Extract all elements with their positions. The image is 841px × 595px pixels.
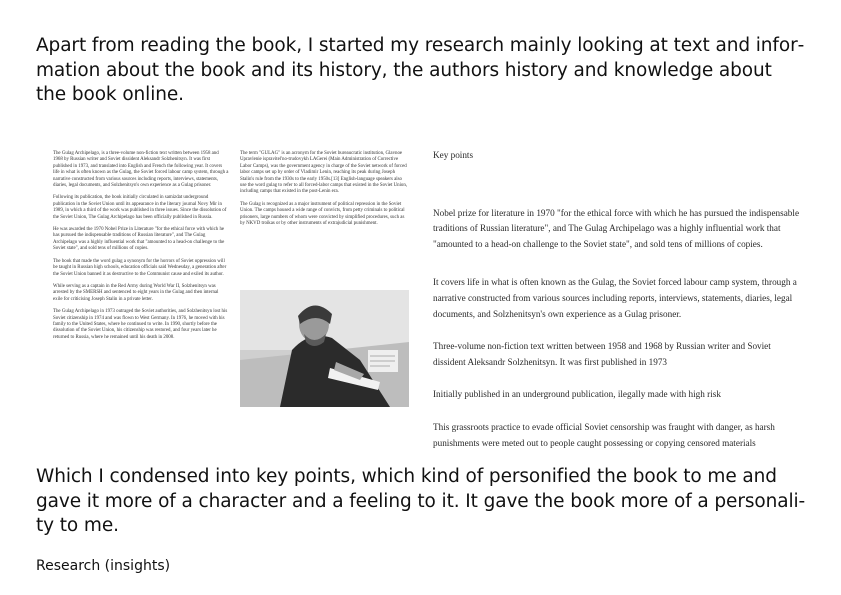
key-points-column	[433, 148, 805, 468]
source-paragraph: Following its publication, the book initially circulated in samizdat underground publication in the Soviet Union until its appearance in the literary journal Novy Mir in 1989, in which a third of the work was published in three issues. Since the dissolution of the Soviet Union, The Gulag Archipelago has been officially published in Russia.	[53, 195, 227, 220]
source-paragraph: The Gulag Archipelago, is a three-volume non-fiction text written between 1958 and 1968 by Russian writer and Soviet dissident Aleksandr Solzhenitsyn. It was first published in 1973, and translated into English and French the following year. It covers life in what is often known as the Gulag, the Soviet forced labour camp system, through a narrative constructed from various sources including reports, interviews, statements, diaries, legal documents, and Solzhenitsyn's own experience as a Gulag prisoner.	[53, 151, 229, 189]
key-point: Initially published in an underground publication, ilegally made with high risk	[433, 389, 721, 400]
key-point: Three-volume non-fiction text written between 1958 and 1968 by Russian writer and Soviet dissident Aleksandr Solzhenitsyn. It was first published in 1973	[433, 341, 771, 367]
source-text-column-2	[240, 151, 408, 233]
intro-heading: Apart from reading the book, I started my research mainly looking at text and information about the book and its history, the authors history and knowledge about the book online.	[36, 35, 805, 105]
source-paragraph: The term "GULAG" is an acronym for the Soviet bureaucratic institution, Glavnoe Upravlenie ispravitel'no-trudovykh LAGerei (Main Administration of Corrective Labor Camps), was the government agency in charge of the Soviet network of forced labor camps set up by order of Vladimir Lenin, reaching its peak during Joseph Stalin's rule from the 1930s to the early 1950s.[13] English-language speakers also use the word gulag to refer to all forced-labor camps that existed in the Soviet Union, including camps that existed in the post-Lenin era.	[240, 151, 408, 195]
outro-heading: Which I condensed into key points, which kind of personified the book to me and gave it more of a character and a feeling to it. It gave the book more of a personality to me.	[36, 466, 806, 536]
source-text-column-1	[53, 151, 229, 347]
key-points-title: Key points	[433, 150, 474, 160]
key-point: This grassroots practice to evade official Soviet censorship was fraught with danger, as harsh punishments were meted out to people caught possessing or copying censored materials	[433, 421, 775, 448]
footer-label: Research (insights)	[36, 558, 171, 574]
key-point: Nobel prize for literature in 1970 "for the ethical force with which he has pursued the indispensable traditions of Russian literature", and The Gulag Archipelago was a highly influential work that "amounted to a head-on challenge to the Soviet state", and sold tens of millions of copies.	[433, 207, 800, 249]
source-paragraph: The Gulag Archipelago in 1973 outraged the Soviet authorities, and Solzhenitsyn lost his Soviet citizenship in 1974 and was flown to West Germany. In 1976, he moved with his family to the United States, where he continued to write. In 1990, shortly before the dissolution of the Soviet Union, his citizenship was restored, and four years later he returned to Russia, where he remained until his death in 2008.	[53, 309, 228, 340]
source-paragraph: The book that made the word gulag a synonym for the horrors of Soviet oppression will be taught in Russian high schools, education officials said Wednesday, a generation after the Soviet Union banned it as destructive to the Communist cause and exiled its author.	[53, 258, 227, 277]
source-paragraph: He was awarded the 1970 Nobel Prize in Literature "for the ethical force with which he has pursued the indispensable traditions of Russian literature", and The Gulag Archipelago was a highly influential work that "amounted to a head-on challenge to the Soviet state", and sold tens of millions of copies.	[53, 227, 225, 252]
author-photo	[240, 290, 409, 407]
source-paragraph: The Gulag is recognized as a major instrument of political repression in the Soviet Union. The camps housed a wide range of convicts, from petty criminals to political prisoners, large numbers of whom were convicted by simplified procedures, such as by NKVD troikas or by other instruments of extrajudicial punishment.	[240, 201, 405, 227]
key-point: It covers life in what is often known as the Gulag, the Soviet forced labour camp system, through a narrative constructed from various sources including reports, interviews, statements, diaries, legal documents, and Solzhenitsyn's own experience as a Gulag prisoner.	[433, 277, 797, 319]
source-paragraph: While serving as a captain in the Red Army during World War II, Solzhenitsyn was arrested by the SMERSH and sentenced to eight years in the Gulag and then internal exile for criticising Joseph Stalin in a private letter.	[53, 283, 219, 302]
